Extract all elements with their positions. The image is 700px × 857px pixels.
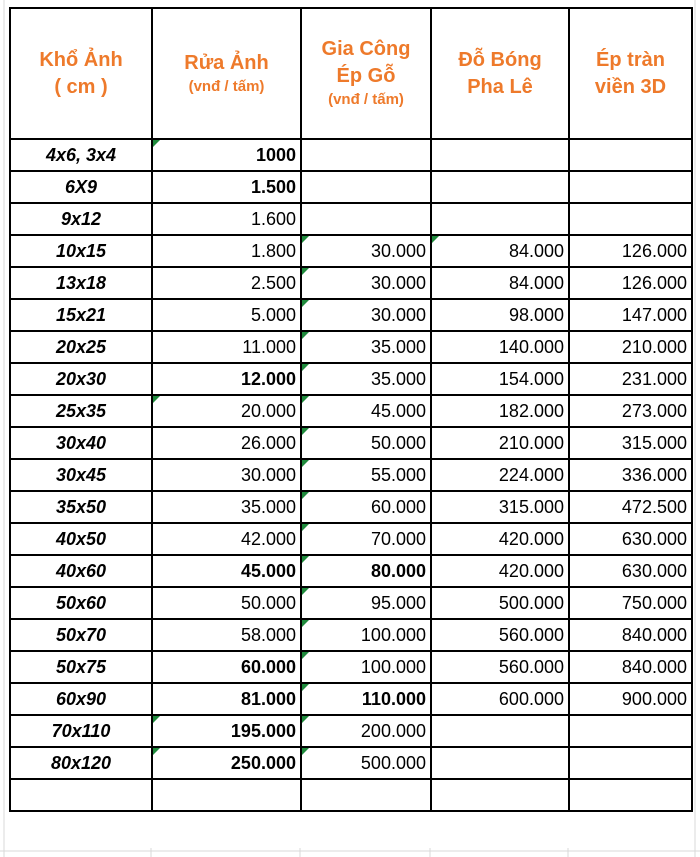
crystal-price-cell[interactable] [431,203,569,235]
size-cell[interactable]: 80x120 [10,747,152,779]
price-table [9,7,693,812]
wood-price-cell[interactable]: 200.000 [301,715,431,747]
header-3d-border[interactable] [569,8,692,139]
crystal-price-cell[interactable]: 315.000 [431,491,569,523]
table-row [10,331,692,363]
print-price-cell[interactable] [152,779,301,811]
table-row [10,235,692,267]
border-3d-price-cell[interactable]: 273.000 [569,395,692,427]
size-cell[interactable]: 6X9 [10,171,152,203]
crystal-price-cell[interactable]: 500.000 [431,587,569,619]
table-row [10,299,692,331]
print-price-cell[interactable]: 5.000 [152,299,301,331]
table-row [10,171,692,203]
table-row [10,267,692,299]
wood-price-cell[interactable]: 30.000 [301,299,431,331]
print-price-cell[interactable]: 30.000 [152,459,301,491]
table-row [10,395,692,427]
header-size-title: Khổ Ảnh [39,48,123,71]
border-3d-price-cell[interactable]: 147.000 [569,299,692,331]
size-cell[interactable]: 15x21 [10,299,152,331]
size-cell[interactable]: 13x18 [10,267,152,299]
crystal-price-cell[interactable]: 600.000 [431,683,569,715]
table-row [10,203,692,235]
size-cell[interactable]: 50x60 [10,587,152,619]
border-3d-price-cell[interactable]: 900.000 [569,683,692,715]
print-price-cell[interactable]: 1.600 [152,203,301,235]
print-price-cell[interactable]: 35.000 [152,491,301,523]
size-cell[interactable]: 50x75 [10,651,152,683]
border-3d-price-cell[interactable]: 750.000 [569,587,692,619]
print-price-cell[interactable]: 42.000 [152,523,301,555]
crystal-price-cell[interactable]: 210.000 [431,427,569,459]
print-price-cell[interactable]: 20.000 [152,395,301,427]
print-price-cell[interactable]: 12.000 [152,363,301,395]
header-wood[interactable] [301,8,431,139]
wood-price-cell[interactable] [301,139,431,171]
header-size[interactable] [10,8,152,139]
table-row [10,363,692,395]
size-cell[interactable]: 30x45 [10,459,152,491]
size-cell[interactable] [10,779,152,811]
border-3d-price-cell[interactable]: 840.000 [569,651,692,683]
crystal-price-cell[interactable]: 98.000 [431,299,569,331]
print-price-cell[interactable]: 45.000 [152,555,301,587]
table-row [10,747,692,779]
size-cell[interactable]: 40x60 [10,555,152,587]
print-price-cell[interactable]: 2.500 [152,267,301,299]
border-3d-price-cell[interactable] [569,715,692,747]
header-crystal[interactable] [431,8,569,139]
header-row [10,8,692,139]
crystal-price-cell[interactable]: 154.000 [431,363,569,395]
print-price-cell[interactable]: 1.800 [152,235,301,267]
border-3d-price-cell[interactable] [569,747,692,779]
table-row [10,715,692,747]
border-3d-price-cell[interactable] [569,203,692,235]
table-row [10,139,692,171]
border-3d-price-cell[interactable] [569,139,692,171]
crystal-price-cell[interactable]: 560.000 [431,619,569,651]
table-row [10,779,692,811]
size-cell[interactable]: 40x50 [10,523,152,555]
crystal-price-cell[interactable] [431,779,569,811]
wood-price-cell[interactable]: 70.000 [301,523,431,555]
crystal-price-cell[interactable]: 140.000 [431,331,569,363]
border-3d-price-cell[interactable]: 840.000 [569,619,692,651]
crystal-price-cell[interactable] [431,715,569,747]
print-price-cell[interactable]: 26.000 [152,427,301,459]
wood-price-cell[interactable]: 95.000 [301,587,431,619]
table-row [10,619,692,651]
crystal-price-cell[interactable] [431,171,569,203]
print-price-cell[interactable]: 60.000 [152,651,301,683]
header-wood-unit: (vnđ / tấm) [328,91,404,109]
wood-price-cell[interactable] [301,203,431,235]
wood-price-cell[interactable] [301,779,431,811]
table-row [10,427,692,459]
border-3d-price-cell[interactable]: 231.000 [569,363,692,395]
wood-price-cell[interactable]: 55.000 [301,459,431,491]
print-price-cell[interactable]: 58.000 [152,619,301,651]
print-price-cell[interactable]: 1.500 [152,171,301,203]
print-price-cell[interactable]: 50.000 [152,587,301,619]
wood-price-cell[interactable]: 30.000 [301,235,431,267]
wood-price-cell[interactable]: 110.000 [301,683,431,715]
border-3d-price-cell[interactable]: 630.000 [569,555,692,587]
border-3d-price-cell[interactable]: 126.000 [569,267,692,299]
border-3d-price-cell[interactable]: 336.000 [569,459,692,491]
size-cell[interactable]: 25x35 [10,395,152,427]
table-row [10,587,692,619]
wood-price-cell[interactable]: 80.000 [301,555,431,587]
border-3d-price-cell[interactable]: 315.000 [569,427,692,459]
border-3d-price-cell[interactable]: 210.000 [569,331,692,363]
size-cell[interactable]: 9x12 [10,203,152,235]
size-cell[interactable]: 35x50 [10,491,152,523]
table-row [10,651,692,683]
size-cell[interactable]: 30x40 [10,427,152,459]
table-row [10,523,692,555]
size-cell[interactable]: 10x15 [10,235,152,267]
print-price-cell[interactable]: 11.000 [152,331,301,363]
size-cell[interactable]: 50x70 [10,619,152,651]
wood-price-cell[interactable]: 500.000 [301,747,431,779]
header-print-unit: (vnđ / tấm) [188,77,265,95]
border-3d-price-cell[interactable] [569,779,692,811]
wood-price-cell[interactable] [301,171,431,203]
border-3d-price-cell[interactable] [569,171,692,203]
print-price-cell[interactable]: 81.000 [152,683,301,715]
wood-price-cell[interactable]: 100.000 [301,619,431,651]
header-print[interactable] [152,8,301,139]
crystal-price-cell[interactable]: 224.000 [431,459,569,491]
crystal-price-cell[interactable]: 420.000 [431,523,569,555]
table-row [10,459,692,491]
print-price-cell[interactable]: 250.000 [152,747,301,779]
size-cell[interactable]: 60x90 [10,683,152,715]
wood-price-cell[interactable]: 60.000 [301,491,431,523]
header-crystal-title: Đỗ Bóng Pha Lê [458,48,542,98]
size-cell[interactable]: 20x25 [10,331,152,363]
crystal-price-cell[interactable] [431,747,569,779]
print-price-cell[interactable]: 195.000 [152,715,301,747]
size-cell[interactable]: 20x30 [10,363,152,395]
table-row [10,555,692,587]
wood-price-cell[interactable]: 100.000 [301,651,431,683]
header-wood-title: Gia Công Ép Gỗ [321,38,411,88]
wood-price-cell[interactable]: 30.000 [301,267,431,299]
wood-price-cell[interactable]: 35.000 [301,363,431,395]
size-cell[interactable]: 70x110 [10,715,152,747]
size-cell[interactable]: 4x6, 3x4 [10,139,152,171]
table-row [10,683,692,715]
header-print-title: Rửa Ảnh [184,51,269,74]
crystal-price-cell[interactable]: 182.000 [431,395,569,427]
header-size-unit: ( cm ) [54,75,108,98]
crystal-price-cell[interactable]: 420.000 [431,555,569,587]
print-price-cell[interactable]: 1000 [152,139,301,171]
crystal-price-cell[interactable] [431,139,569,171]
crystal-price-cell[interactable]: 560.000 [431,651,569,683]
wood-price-cell[interactable]: 50.000 [301,427,431,459]
border-3d-price-cell[interactable]: 472.500 [569,491,692,523]
crystal-price-cell[interactable]: 84.000 [431,267,569,299]
header-3d-border-title: Ép tràn viền 3D [594,48,667,98]
crystal-price-cell[interactable]: 84.000 [431,235,569,267]
table-row [10,491,692,523]
border-3d-price-cell[interactable]: 126.000 [569,235,692,267]
wood-price-cell[interactable]: 35.000 [301,331,431,363]
border-3d-price-cell[interactable]: 630.000 [569,523,692,555]
wood-price-cell[interactable]: 45.000 [301,395,431,427]
